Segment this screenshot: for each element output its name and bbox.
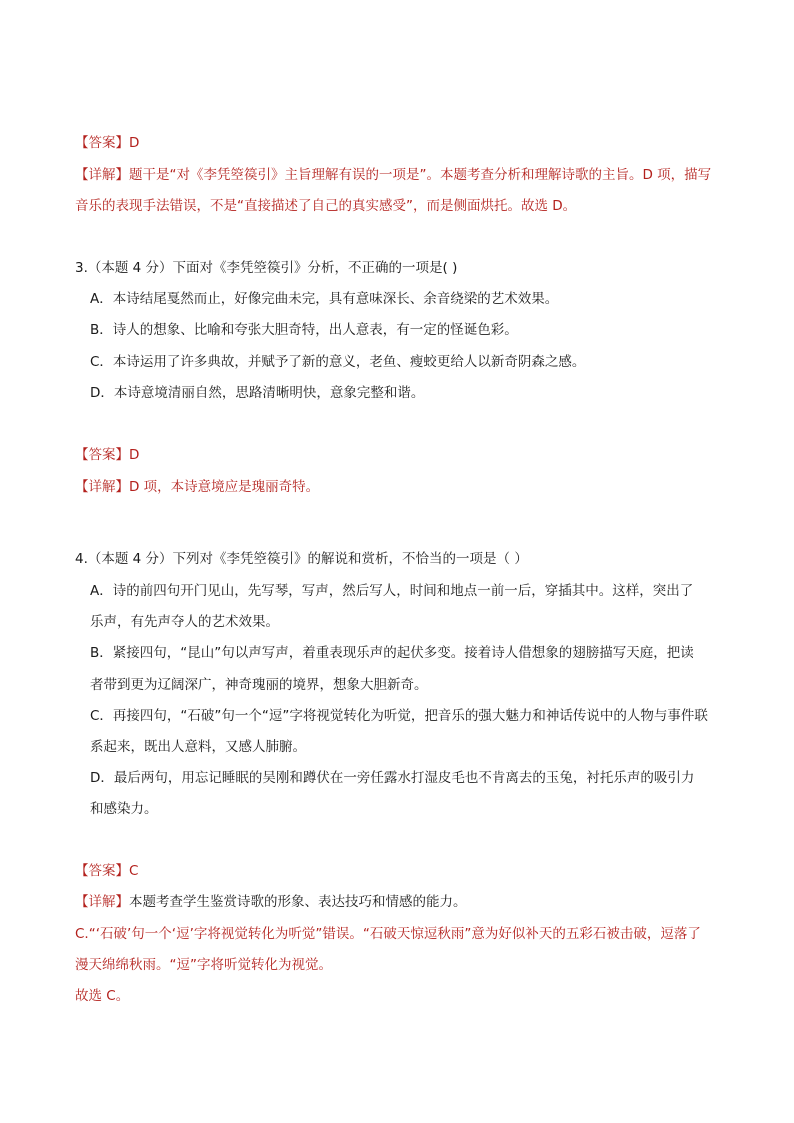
detail-line-3 xyxy=(75,892,467,912)
question-3-option-b: B．诗人的想象、比喻和夸张大胆奇特，出人意表，有一定的怪诞色彩。 xyxy=(90,322,518,338)
answer-line-1 xyxy=(75,133,139,153)
question-4-option-b-line2: 者带到更为辽阔深广，神奇瑰丽的境界，想象大胆新奇。 xyxy=(90,677,428,693)
answer-label: 【答案】 xyxy=(75,863,129,879)
answer-label: 【答案】 xyxy=(75,447,129,463)
question-4-stem: 4.（本题 4 分）下列对《李凭箜篌引》的解说和赏析，不恰当的一项是（ ） xyxy=(75,551,528,567)
detail-label: 【详解】 xyxy=(75,167,129,183)
detail-line-1b: 音乐的表现手法错误，不是“直接描述了自己的真实感受”，而是侧面烘托。故选 D。 xyxy=(75,198,577,214)
detail-label: 【详解】 xyxy=(75,479,129,495)
answer-value: D xyxy=(129,447,140,463)
question-4-option-d-line1: D．最后两句，用忘记睡眠的吴刚和蹲伏在一旁任露水打湿皮毛也不肯离去的玉兔，衬托乐声的吸引力 xyxy=(90,770,695,786)
question-3-stem: 3.（本题 4 分）下面对《李凭箜篌引》分析，不正确的一项是( ) xyxy=(75,260,458,276)
answer-line-3 xyxy=(75,861,138,881)
question-4-option-d-line2: 和感染力。 xyxy=(90,801,158,817)
explain-line-1: C.“‘石破’句一个‘逗’字将视觉转化为听觉”错误。“石破天惊逗秋雨”意为好似补天的五彩石被击破，逗落了 xyxy=(75,926,701,942)
question-3-option-c: C．本诗运用了许多典故，并赋予了新的意义，老鱼、瘦蛟更给人以新奇阴森之感。 xyxy=(90,354,586,370)
answer-value: C xyxy=(129,863,139,879)
answer-line-2 xyxy=(75,445,139,465)
question-4-option-c-line2: 系起来，既出人意料，又感人肺腑。 xyxy=(90,739,306,755)
detail-text: 本题考查学生鉴赏诗歌的形象、表达技巧和情感的能力。 xyxy=(129,894,467,910)
question-4-option-c-line1: C．再接四句，“石破”句一个“逗”字将视觉转化为听觉，把音乐的强大魅力和神话传说中的人物与事件联 xyxy=(90,708,708,724)
question-4-option-a-line1: A．诗的前四句开门见山，先写琴，写声，然后写人，时间和地点一前一后，穿插其中。这样，突出了 xyxy=(90,583,694,599)
answer-label: 【答案】 xyxy=(75,135,129,151)
conclusion: 故选 C。 xyxy=(75,988,130,1004)
question-4-option-a-line2: 乐声，有先声夺人的艺术效果。 xyxy=(90,614,279,630)
detail-text: D 项，本诗意境应是瑰丽奇特。 xyxy=(129,479,320,495)
detail-line-1a xyxy=(75,165,711,185)
detail-label: 【详解】 xyxy=(75,894,129,910)
answer-value: D xyxy=(129,135,140,151)
explain-line-2: 漫天绵绵秋雨。“逗”字将听觉转化为视觉。 xyxy=(75,957,332,973)
question-3-option-a: A．本诗结尾戛然而止，好像完曲未完，具有意味深长、余音绕梁的艺术效果。 xyxy=(90,291,559,307)
question-4-option-b-line1: B．紧接四句，“昆山”句以声写声，着重表现乐声的起伏多变。接着诗人借想象的翅膀描写天庭，把读 xyxy=(90,645,694,661)
detail-line-2 xyxy=(75,477,319,497)
detail-text: 题干是“对《李凭箜篌引》主旨理解有误的一项是”。本题考查分析和理解诗歌的主旨。D 项，描写 xyxy=(129,167,712,183)
question-3-option-d: D．本诗意境清丽自然，思路清晰明快，意象完整和谐。 xyxy=(90,385,425,401)
